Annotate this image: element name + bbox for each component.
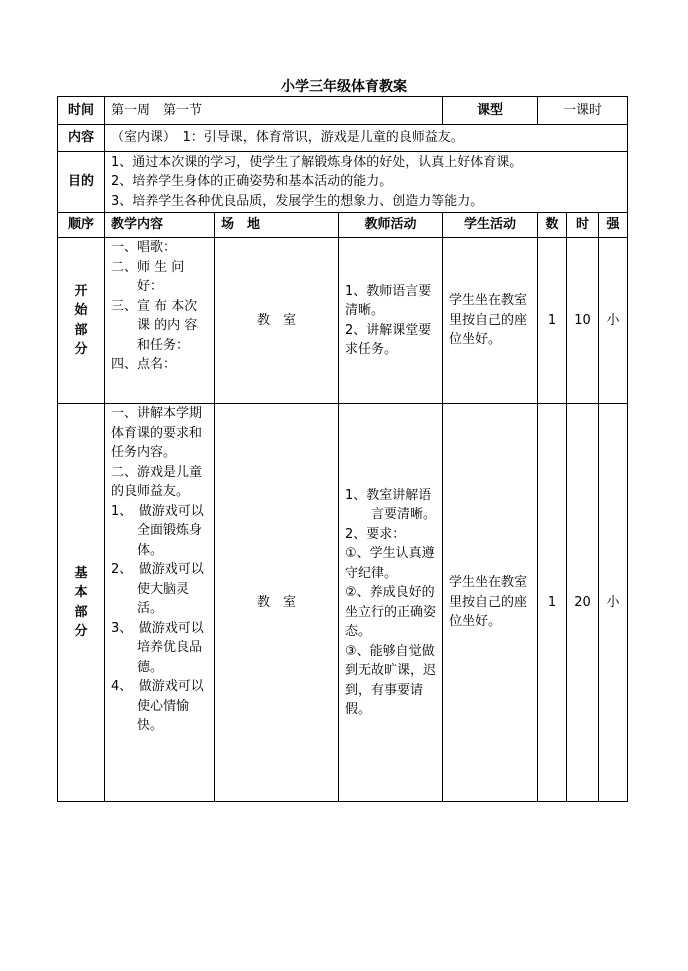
content-line: 三、宣 布 本次 课 的内 容 和任务： [111, 298, 198, 353]
content-line: 一、讲解本学期体育课的要求和任务内容。 [111, 406, 203, 460]
section-char: 基 [74, 565, 88, 581]
row-content [58, 125, 628, 152]
content-value: （室内课） 1：引导课，体育常识，游戏是儿童的良师益友。 [105, 125, 628, 152]
section-content [105, 404, 215, 802]
time-value: 第一周 第一节 [105, 97, 443, 125]
lesson-type-label: 课型 [443, 97, 538, 125]
time-label: 时间 [58, 97, 105, 125]
teacher-line: 2、讲解课堂要求任务。 [345, 322, 432, 357]
header-time: 时 [567, 213, 599, 238]
section-student: 学生坐在教室里按自己的座位坐好。 [443, 404, 538, 802]
content-line: 4、 做游戏可以使心情愉快。 [111, 679, 204, 733]
section-content [105, 238, 215, 404]
header-teacher: 教师活动 [339, 213, 443, 238]
goal-lines [105, 152, 628, 213]
goal-line: 3、培养学生各种优良品质，发展学生的想象力、创造力等能力。 [111, 193, 484, 209]
content-line: 2、 做游戏可以使大脑灵活。 [111, 562, 204, 616]
section-char: 分 [74, 624, 88, 639]
header-content: 教学内容 [105, 213, 215, 238]
section-char: 部 [74, 604, 88, 620]
section-char: 开 [74, 283, 88, 299]
section-student: 学生坐在教室里按自己的座位坐好。 [443, 238, 538, 404]
section-name [58, 238, 105, 404]
teacher-line: ③、能够自觉做到无故旷课，迟到，有事要请假。 [345, 643, 437, 717]
header-student: 学生活动 [443, 213, 538, 238]
teacher-line: 1、教师语言要清晰。 [345, 283, 432, 318]
section-basic [58, 404, 628, 802]
goal-line: 1、通过本次课的学习，使学生了解锻炼身体的好处，认真上好体育课。 [111, 154, 523, 170]
content-line: 二、师 生 问好： [111, 259, 185, 294]
teacher-line: 1、教室讲解语言要清晰。 [345, 487, 437, 522]
goal-line: 2、培养学生身体的正确姿势和基本活动的能力。 [111, 174, 393, 190]
section-teacher [339, 238, 443, 404]
content-line: 一、唱歌： [111, 240, 177, 255]
content-label: 内容 [58, 125, 105, 152]
section-char: 本 [74, 585, 88, 600]
content-line: 二、游戏是儿童的良师益友。 [111, 464, 203, 499]
row-time [58, 97, 628, 125]
section-time: 10 [567, 238, 599, 404]
content-line: 3、 做游戏可以培养优良品德。 [111, 620, 204, 675]
teacher-line: ①、学生认真遵守纪律。 [345, 546, 435, 581]
section-teacher [339, 404, 443, 802]
lesson-plan-table [57, 96, 628, 802]
row-goal [58, 152, 628, 213]
content-line: 1、 做游戏可以全面锻炼身体。 [111, 503, 204, 558]
section-start [58, 238, 628, 404]
section-count: 1 [538, 404, 567, 802]
header-intensity: 强 [599, 213, 628, 238]
header-row [58, 213, 628, 238]
section-time: 20 [567, 404, 599, 802]
section-name [58, 404, 105, 802]
teacher-line: ②、养成良好的坐立行的正确姿态。 [345, 585, 437, 639]
header-order: 顺序 [58, 213, 105, 238]
section-char: 分 [74, 342, 88, 357]
content-line: 四、点名： [111, 357, 177, 372]
lesson-type-value: 一课时 [538, 97, 628, 125]
header-venue: 场 地 [215, 213, 339, 238]
goal-label: 目的 [58, 152, 105, 213]
section-char: 始 [74, 303, 88, 318]
section-intensity: 小 [599, 404, 628, 802]
header-count: 数 [538, 213, 567, 238]
section-intensity: 小 [599, 238, 628, 404]
section-venue: 教 室 [215, 404, 339, 802]
section-char: 部 [74, 322, 88, 338]
page-title: 小学三年级体育教案 [281, 79, 407, 95]
teacher-line: 2、要求： [345, 526, 406, 542]
section-venue: 教 室 [215, 238, 339, 404]
section-count: 1 [538, 238, 567, 404]
